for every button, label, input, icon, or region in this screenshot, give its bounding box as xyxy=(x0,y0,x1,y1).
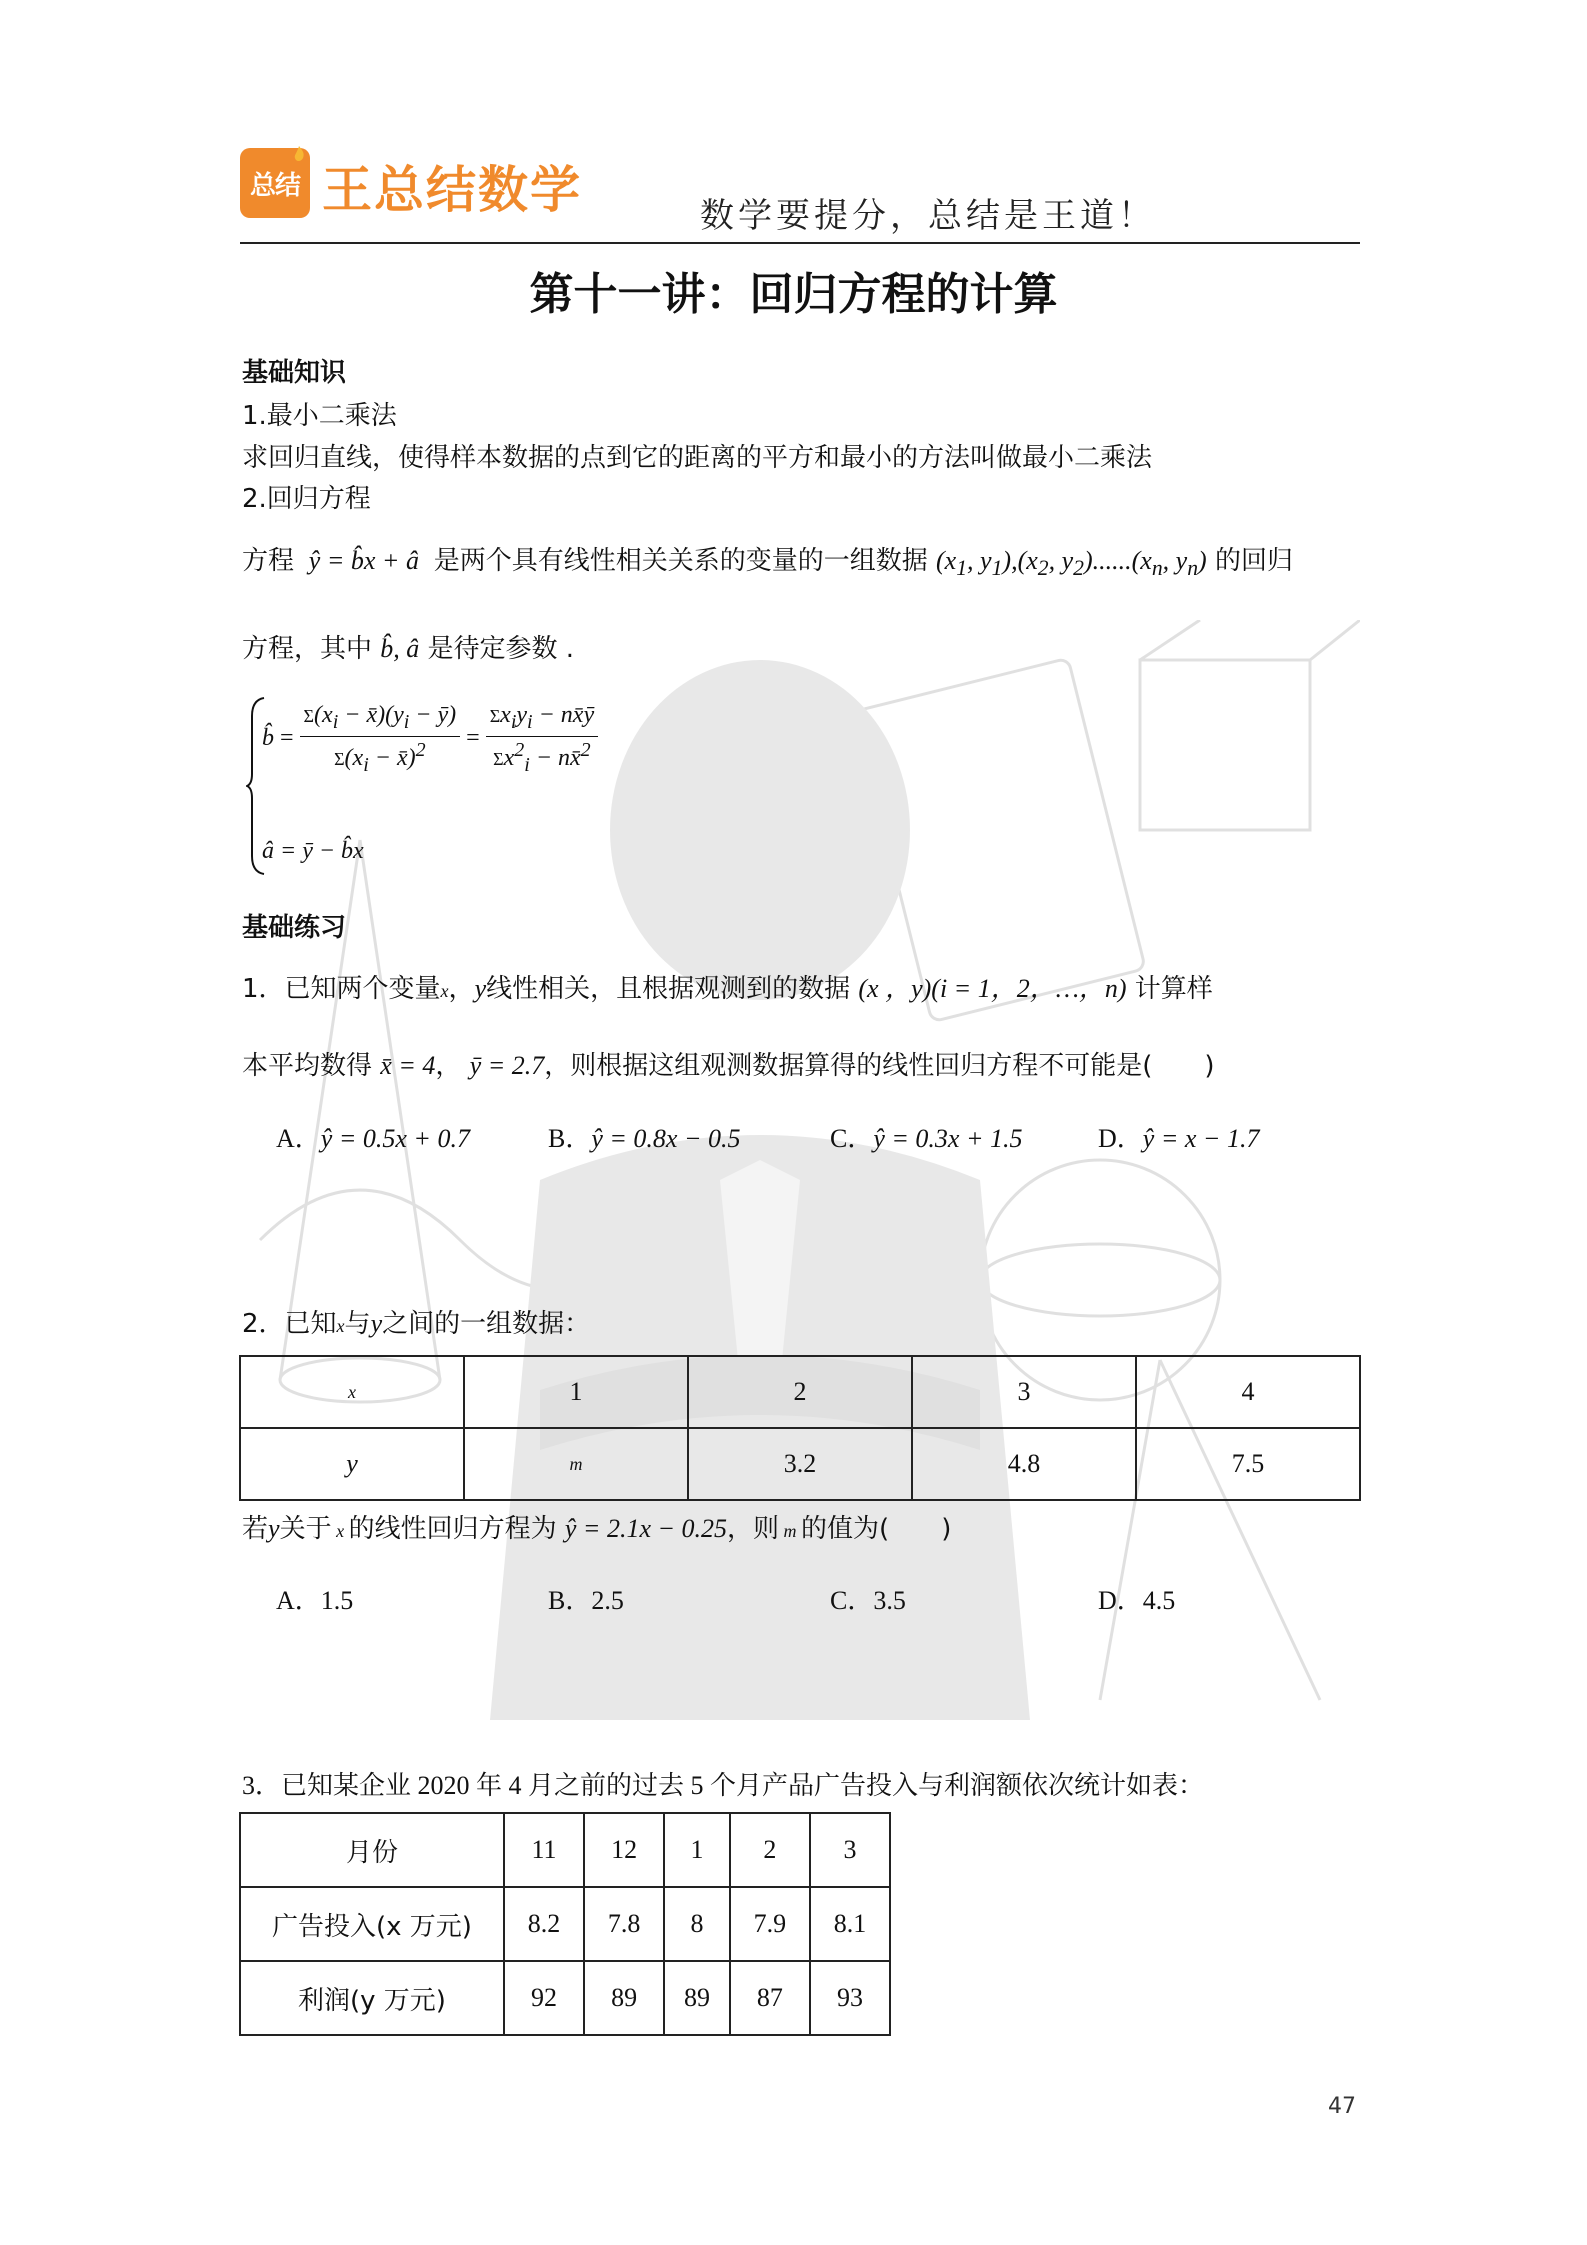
table-header-cell: 12 xyxy=(584,1813,664,1887)
equation-line-2-a: 方程，其中 xyxy=(242,634,373,664)
table-row xyxy=(240,1356,1360,1428)
q2-data-table xyxy=(239,1355,1361,1501)
table-cell: 8.2 xyxy=(504,1887,584,1961)
q1-text-g: ，则根据这组观测数据算得的线性回归方程不可能是( ) xyxy=(544,1051,1215,1081)
table-row-label: 利润(y 万元) xyxy=(240,1961,504,2035)
table-cell: 93 xyxy=(810,1961,890,2035)
page-number: 47 xyxy=(1328,2094,1356,2119)
equation-line-1-c: 的回归 xyxy=(1214,546,1293,576)
var-x: x xyxy=(440,981,449,1001)
var-x: x xyxy=(331,1521,349,1541)
table-cell: 8.1 xyxy=(810,1887,890,1961)
table-cell: 4.8 xyxy=(912,1428,1136,1500)
equation-line-2-b: 是待定参数 . xyxy=(427,634,575,664)
slogan: 数学要提分，总结是王道！ xyxy=(700,198,1156,235)
q1-option-d[interactable]: D．ŷ = x − 1.7 xyxy=(1098,1124,1260,1153)
question-2-stem xyxy=(242,1303,590,1340)
q2-option-d[interactable]: D．4.5 xyxy=(1098,1586,1176,1615)
table-cell: 3 xyxy=(912,1356,1136,1428)
q2-text-g: ，则 xyxy=(727,1514,780,1544)
q1-data-tuple: (x ，y)(i = 1，2，…，n) xyxy=(858,974,1127,1003)
section-heading-practice: 基础练习 xyxy=(242,913,347,943)
table-cell: 4 xyxy=(1136,1356,1360,1428)
table-header-cell: 月份 xyxy=(240,1813,504,1887)
q1-text-b: ， xyxy=(448,974,475,1004)
table-cell: 3.2 xyxy=(688,1428,912,1500)
logo-badge-text: 总结 xyxy=(249,170,300,201)
table-cell: 7.9 xyxy=(730,1887,810,1961)
q2-text-e: 关于 xyxy=(279,1514,332,1544)
q1-text-c: 线性相关，且根据观测到的数据 xyxy=(486,974,851,1004)
item-least-squares-text: 求回归直线，使得样本数据的点到它的距离的平方和最小的方法叫做最小二乘法 xyxy=(242,443,1153,473)
question-2-followup xyxy=(242,1508,951,1545)
q1-mean-x: x̄ = 4 xyxy=(380,1051,436,1080)
var-y: y xyxy=(268,1514,280,1543)
table-cell: 7.5 xyxy=(1136,1428,1360,1500)
flame-icon xyxy=(290,145,308,163)
question-1-line-2 xyxy=(242,1045,1215,1082)
parameters-b-a: b̂, â xyxy=(380,634,420,663)
q2-text-a: 2．已知 xyxy=(242,1309,337,1339)
q3-data-table xyxy=(239,1812,891,2036)
page-title: 第十一讲：回归方程的计算 xyxy=(529,269,1058,320)
table-cell: y xyxy=(240,1428,464,1500)
q2-regression-equation: ŷ = 2.1x − 0.25 xyxy=(564,1514,728,1543)
table-row xyxy=(240,1428,1360,1500)
q1-mean-y: ȳ = 2.7 xyxy=(469,1051,545,1080)
q2-option-a[interactable]: A．1.5 xyxy=(276,1586,354,1615)
q1-option-c[interactable]: C．ŷ = 0.3x + 1.5 xyxy=(830,1124,1023,1153)
table-header-cell: 2 xyxy=(730,1813,810,1887)
table-row xyxy=(240,1813,890,1887)
table-cell: 2 xyxy=(688,1356,912,1428)
q1-option-a[interactable]: A．ŷ = 0.5x + 0.7 xyxy=(276,1124,470,1153)
data-points: ($x_1$, $y_1),(x_2$, $y_2)......(x_n$, $y_n$) xyxy=(936,546,1207,581)
q1-option-b[interactable]: B．ŷ = 0.8x − 0.5 xyxy=(548,1124,741,1153)
table-header-cell: 3 xyxy=(810,1813,890,1887)
table-row xyxy=(240,1887,890,1961)
table-cell: 7.8 xyxy=(584,1887,664,1961)
brand-name: 王总结数学 xyxy=(322,161,582,219)
q2-text-d: 若 xyxy=(242,1514,269,1544)
equation-line-1-a: 方程 xyxy=(242,546,295,576)
var-x: x xyxy=(336,1316,345,1336)
item-least-squares-title: 1.最小二乘法 xyxy=(242,401,397,431)
q2-option-c[interactable]: C．3.5 xyxy=(830,1586,906,1615)
regression-equation: ŷ = b̂x + â xyxy=(302,546,426,575)
table-header-cell: 11 xyxy=(504,1813,584,1887)
table-cell: 89 xyxy=(584,1961,664,2035)
table-cell: 92 xyxy=(504,1961,584,2035)
question-3-stem: 3．已知某企业 2020 年 4 月之前的过去 5 个月产品广告投入与利润额依次统计如表： xyxy=(242,1771,1205,1800)
table-cell: 87 xyxy=(730,1961,810,2035)
question-1-line-1 xyxy=(242,968,1213,1005)
formula-b-hat: b̂ = $\frac{\Sigma(x_i - x̄)(y_i - ȳ)}{\Sigma(x_i - x̄)^2}$ = $\frac{\Sigma x_iy_i - nx̄ȳ}{\Sigma x^2_i - nx̄^2}$ xyxy=(262,702,598,777)
q2-option-b[interactable]: B．2.5 xyxy=(548,1586,624,1615)
header-rule xyxy=(240,242,1360,244)
q2-text-c: 之间的一组数据： xyxy=(382,1309,591,1339)
equation-line-2 xyxy=(242,628,574,665)
equation-line-1-b: 是两个具有线性相关关系的变量的一组数据 xyxy=(433,546,928,576)
q2-text-b: 与 xyxy=(344,1309,371,1339)
q1-text-a: 1．已知两个变量 xyxy=(242,974,441,1004)
item-regression-title: 2.回归方程 xyxy=(242,484,371,514)
table-cell: 1 xyxy=(464,1356,688,1428)
q1-text-e: 本平均数得 xyxy=(242,1051,373,1081)
table-cell: 8 xyxy=(664,1887,730,1961)
formula-a-hat: â = ȳ − b̂x xyxy=(262,838,364,864)
q2-text-h: 的值为( ) xyxy=(801,1514,952,1544)
q1-text-f: ， xyxy=(435,1051,462,1081)
table-cell: x xyxy=(240,1356,464,1428)
var-y: y xyxy=(474,974,487,1003)
equation-line-1 xyxy=(242,540,1293,581)
section-heading-basics: 基础知识 xyxy=(242,358,347,388)
q1-text-d: 计算样 xyxy=(1134,974,1213,1004)
var-m: m xyxy=(779,1521,802,1541)
table-row-label: 广告投入(x 万元) xyxy=(240,1887,504,1961)
table-cell: m xyxy=(464,1428,688,1500)
table-row xyxy=(240,1961,890,2035)
q2-text-f: 的线性回归方程为 xyxy=(348,1514,557,1544)
table-header-cell: 1 xyxy=(664,1813,730,1887)
table-cell: 89 xyxy=(664,1961,730,2035)
background-watermark xyxy=(240,620,1360,1720)
var-y: y xyxy=(370,1309,383,1338)
